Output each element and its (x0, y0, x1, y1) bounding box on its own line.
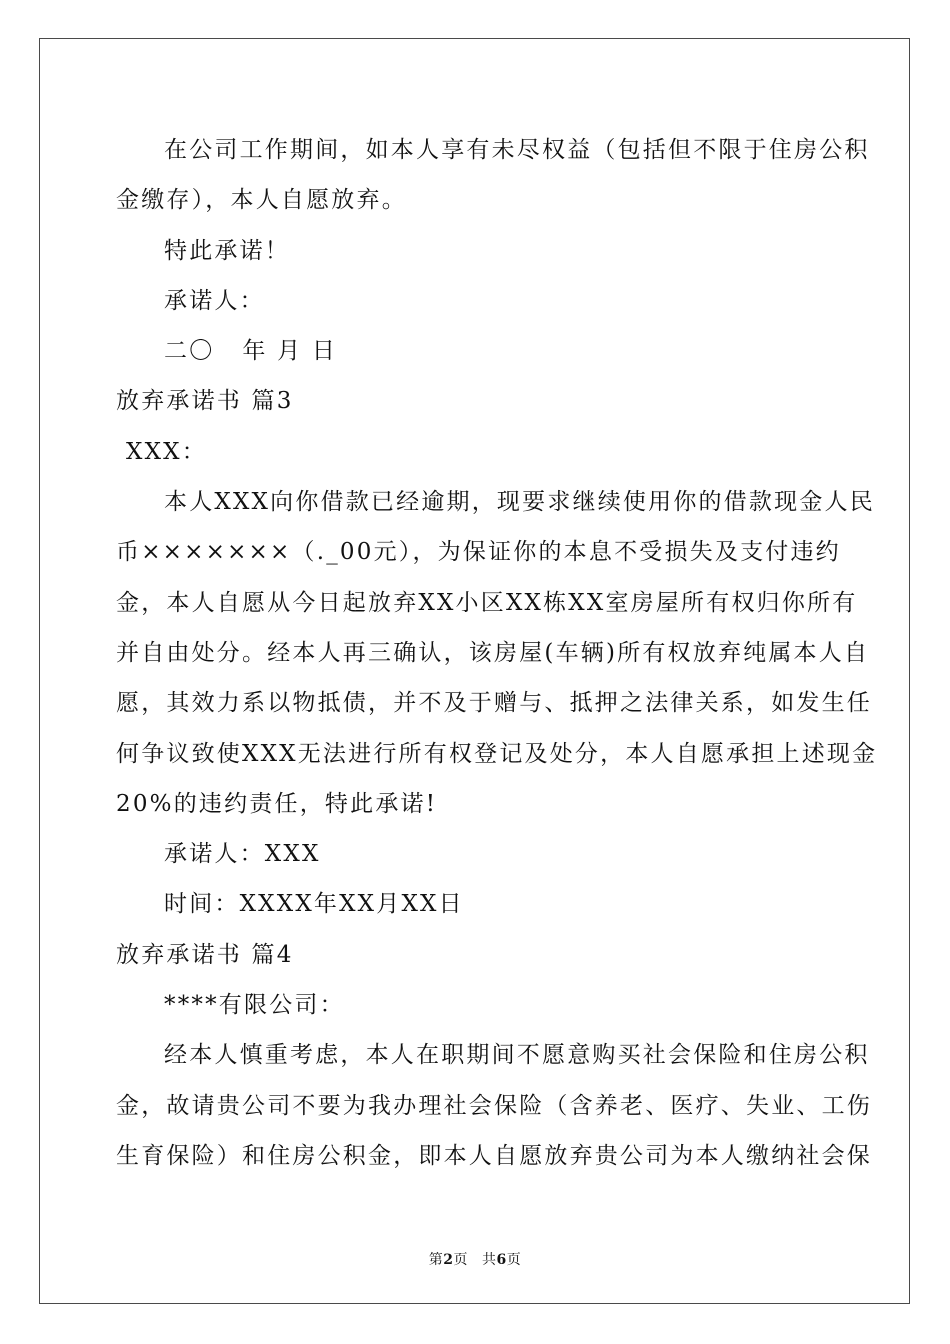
page-footer (0, 1249, 950, 1269)
date-fields: 年 月 日 (242, 338, 338, 365)
paragraph-line: 生育保险）和住房公积金，即本人自愿放弃贵公司为本人缴纳社会保 (116, 1142, 872, 1169)
salutation: ****有限公司： (164, 992, 345, 1019)
total-pages: 6 (496, 1252, 507, 1268)
paragraph-line: 币×××××××（._00元），为保证你的本息不受损失及支付违约 (116, 539, 841, 566)
closing-statement: 特此承诺！ (164, 237, 290, 264)
paragraph-line: 20%的违约责任，特此承诺! (116, 790, 438, 817)
date-line: 时间：XXXX年XX月XX日 (164, 891, 464, 918)
document-body (116, 125, 878, 1181)
signatory: 承诺人：XXX (164, 841, 321, 868)
paragraph-line: 金，本人自愿从今日起放弃XX小区XX栋XX室房屋所有权归你所有 (116, 589, 858, 616)
page-number: 2 (443, 1252, 454, 1268)
signature-date (116, 326, 834, 376)
page-prefix: 第 (428, 1252, 444, 1268)
section-heading-3: 放弃承诺书 篇3 (116, 388, 294, 415)
page-suffix: 页 (453, 1252, 468, 1268)
section-heading-4: 放弃承诺书 篇4 (116, 941, 294, 968)
date-year-prefix: 二〇 (164, 338, 215, 365)
paragraph-line: 金，故请贵公司不要为我办理社会保险（含养老、医疗、失业、工伤 (116, 1092, 872, 1119)
paragraph-line: 何争议致使XXX无法进行所有权登记及处分，本人自愿承担上述现金 (116, 740, 878, 767)
paragraph-line: 愿，其效力系以物抵债，并不及于赠与、抵押之法律关系，如发生任 (116, 690, 872, 717)
total-suffix: 页 (506, 1252, 522, 1268)
paragraph-line: 本人XXX向你借款已经逾期，现要求继续使用你的借款现金人民 (164, 489, 875, 516)
total-prefix: 共 (482, 1252, 497, 1268)
signatory-label: 承诺人： (164, 287, 265, 314)
paragraph-line: 经本人慎重考虑，本人在职期间不愿意购买社会保险和住房公积 (164, 1042, 870, 1069)
paragraph-line: 并自由处分。经本人再三确认，该房屋(车辆)所有权放弃纯属本人自 (116, 639, 870, 666)
paragraph-line: 金缴存），本人自愿放弃。 (116, 187, 407, 214)
paragraph-line: 在公司工作期间，如本人享有未尽权益（包括但不限于住房公积 (164, 137, 870, 163)
salutation: XXX： (126, 438, 207, 465)
